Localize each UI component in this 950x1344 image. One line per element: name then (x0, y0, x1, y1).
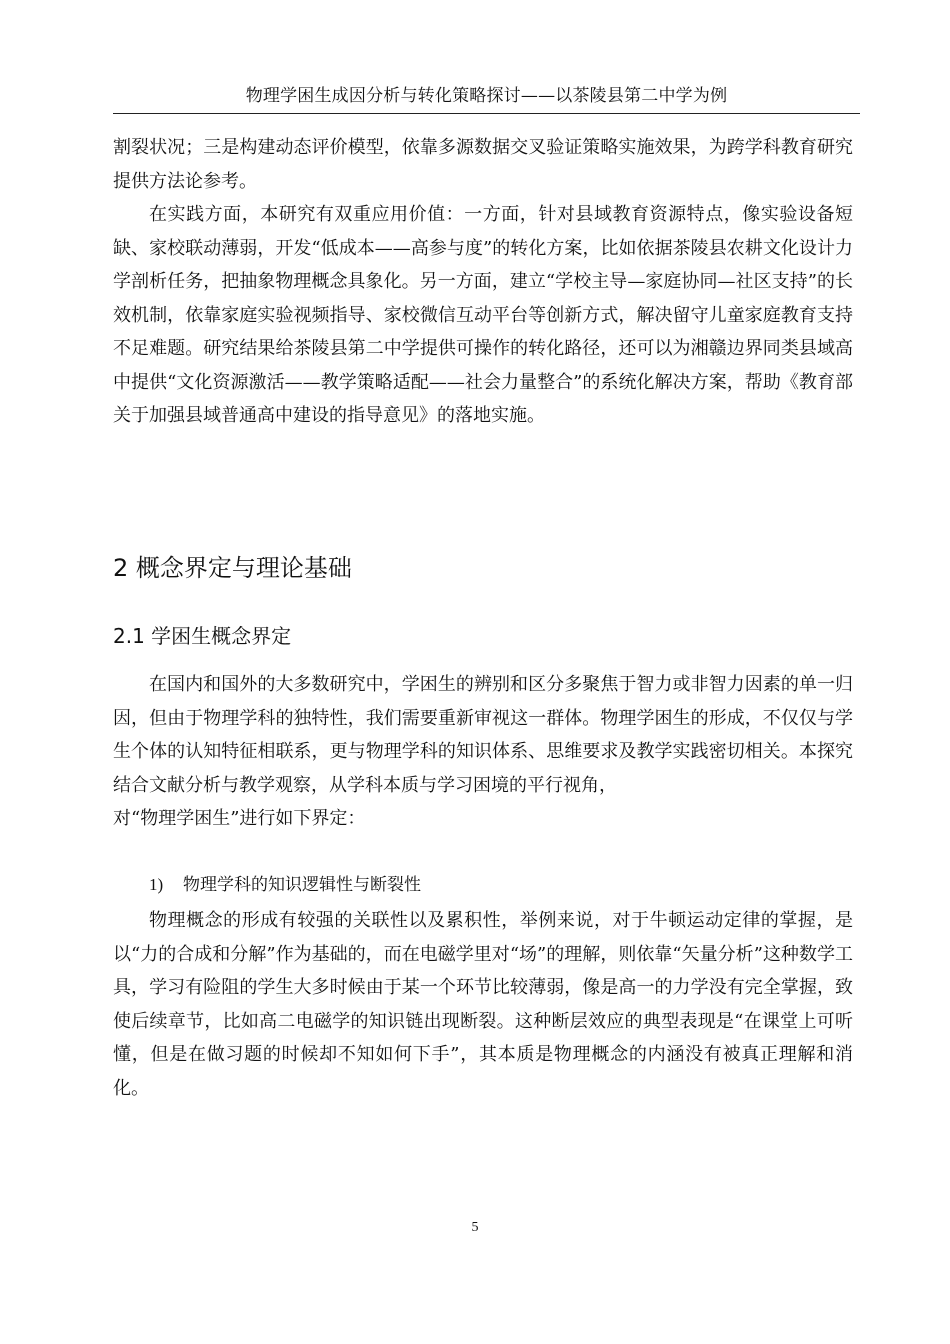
running-header: 物理学困生成因分析与转化策略探讨——以茶陵县第二中学为例 (245, 86, 728, 106)
paragraph-continuation: 割裂状况；三是构建动态评价模型，依靠多源数据交叉验证策略实施效果，为跨学科教育研究提供方法论参考。 (113, 137, 853, 192)
paragraph-practice-value: 在实践方面，本研究有双重应用价值：一方面，针对县域教育资源特点，像实验设备短缺、家校联动薄弱，开发“低成本——高参与度”的转化方案，比如依据茶陵县农耕文化设计力学剖析任务，把抽象物理概念具象化。另一方面，建立“学校主导—家庭协同—社区支持”的长效机制，依靠家庭实验视频指导、家校微信互动平台等创新方式，解决留守儿童家庭教育支持不足难题。研究结果给茶陵县第二中学提供可操作的转化路径，还可以为湘赣边界同类县域高中提供“文化资源激活——教学策略适配——社会力量整合”的系统化解决方案，帮助《教育部关于加强县域普通高中建设的指导意见》的落地实施。 (113, 204, 853, 426)
top-section-text (113, 131, 853, 433)
page-number: 5 (471, 1220, 479, 1235)
section-body-text (113, 904, 853, 1105)
section-heading: 2.1 学困生概念界定 (113, 624, 292, 648)
section-intro-text (113, 668, 853, 836)
paragraph-knowledge-logic: 物理概念的形成有较强的关联性以及累积性，举例来说，对于牛顿运动定律的掌握，是以“力的合成和分解”作为基础的，而在电磁学里对“场”的理解，则依靠“矢量分析”这种数学工具，学习有险阻的学生大多时候由于某一个环节比较薄弱，像是高一的力学没有完全掌握，致使后续章节，比如高二电磁学的知识链出现断裂。这种断层效应的典型表现是“在课堂上可听懂，但是在做习题的时候却不知如何下手”，其本质是物理概念的内涵没有被真正理解和消化。 (113, 910, 853, 1099)
paragraph-intro-tail: 对“物理学困生”进行如下界定： (113, 808, 366, 829)
header-rule (113, 113, 860, 114)
list-item-number: 1) (149, 875, 164, 894)
list-item (149, 870, 421, 900)
list-item-label: 物理学科的知识逻辑性与断裂性 (183, 875, 421, 895)
paragraph-intro: 在国内和国外的大多数研究中，学困生的辨别和区分多聚焦于智力或非智力因素的单一归因，但由于物理学科的独特性，我们需要重新审视这一群体。物理学困生的形成，不仅仅与学生个体的认知特征相联系，更与物理学科的知识体系、思维要求及教学实践密切相关。本探究结合文献分析与教学观察，从学科本质与学习困境的平行视角， (113, 674, 853, 796)
chapter-heading: 2 概念界定与理论基础 (113, 554, 352, 582)
